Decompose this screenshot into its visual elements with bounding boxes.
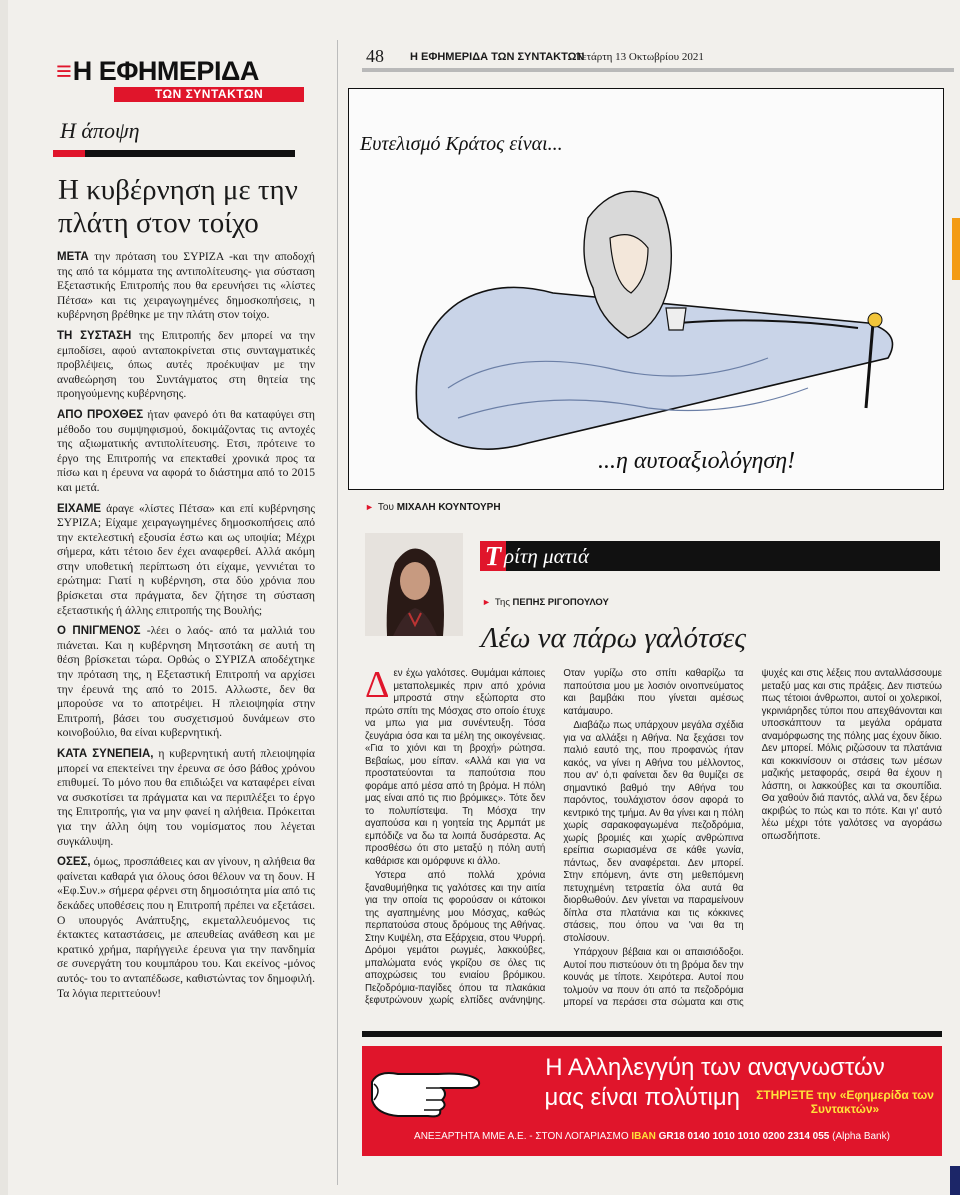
section-rule xyxy=(53,150,295,157)
editorial-paragraph: ΑΠΟ ΠΡΟΧΘΕΣ ήταν φανερό ότι θα καταφύγει στη μέθοδο του συμψηφισμού, δοκιμάζοντας τις αντοχές της αξιωματικής αντιπολίτευσης. Ετσι, πρότεινε το έργο της Επιτροπής να επεκταθεί χρονικά προς τα πίσω και η έρευνα να αφορά το διάστημα από το 2015 και μετά. xyxy=(57,407,315,494)
page-number: 48 xyxy=(366,46,384,66)
newspaper-logo xyxy=(56,56,314,102)
headline-line-2: πλάτη στον τοίχο xyxy=(58,207,259,239)
ad-support-text: ΣΤΗΡΙΞΤΕ την «Εφημερίδα των Συντακτών» xyxy=(756,1088,934,1116)
article-title: Λέω να πάρω γαλότσες xyxy=(481,622,746,654)
cartoon-drawing xyxy=(348,88,944,490)
author-portrait xyxy=(365,533,463,636)
drop-cap: Δ xyxy=(365,664,390,706)
pointing-hand-icon xyxy=(368,1060,484,1120)
editorial-paragraph: ΟΣΕΣ, όμως, προσπάθειες και αν γίνουν, η αλήθεια θα φαίνεται καθαρά για όλους όσοι θέλουν να τη δουν. Η «Εφ.Συν.» σήμερα φέρνει στη δημοσιότητα μία από τις δεκάδες υποθέσεις που η Επιτροπή πρέπει να εξετάσει. Ο υπουργός Ανάπτυξης, εκμεταλλευόμενος τις έκτακτες καταστάσεις, με απευθείας ανάθεση και με κρατικό χρήμα, παρήγγειλε έρευνα για την πανδημία σε συνεργάτη του κουμπάρου του. Και εκείνος -μόνος αυτός- του το ανταπέδωσε, καθιστώντας τον δημοφιλή. Τα λόγια περιττεύουν! xyxy=(57,855,315,1000)
logo-main-text: Η ΕΦΗΜΕΡΙΔΑ xyxy=(72,56,259,86)
article-paragraph: Υστερα από πολλά χρόνια ξαναθυμήθηκα τις γαλότσες και την αιτία για την οποία τις φορούσαν οι κάτοικοι της αγαπημένης μου Μόσχας, καθώς περπατούσα στους δρόμους της Αθήνας. Στην Κυψέλη, στα Εξάρχεια, στου Ψυρρή. Δρόμοι γεμάτοι ρωγμές, λακκούβες, μπαλώματα ενός γκρίζου σε όλες τις αποχρώσεις του ενιαίου βρόμικου. Πεζοδρόμια-παγίδες όπου τα πλακάκια ξεφυτρώνουν χωρίς ελπίδες ανάνηψης. Οταν γυρίζω στο σπίτι καθαρίζω τα παπούτσια μου με λοσιόν οινοπνεύματος και βαμβάκι που γίνεται αμέσως κατάμαυρο. xyxy=(365,668,744,1006)
article-byline: ► Της ΠΕΠΗΣ ΡΙΓΟΠΟΥΛΟΥ xyxy=(482,597,609,608)
header-rule xyxy=(362,68,954,72)
edge-tab-orange xyxy=(952,218,960,280)
ad-headline-2: μας είναι πολύτιμη xyxy=(544,1084,740,1111)
speed-lines-icon: ≡ xyxy=(56,56,69,86)
editorial-column xyxy=(48,40,318,1180)
cartoon xyxy=(348,88,944,490)
editorial-paragraph: Ο ΠΝΙΓΜΕΝΟΣ -λέει ο λαός- από τα μαλλιά του πιάνεται. Και η κυβέρνηση Μητσοτάκη σε αυτή τη θέση βρίσκεται τώρα. Ορθώς ο ΣΥΡΙΖΑ αποδέχτηκε την πρόταση της, η Εξεταστική Επιτροπή να αρχίσει την έρευνά της από το 2015. Αλλωστε, δεν θα μπορούσε να το αποτρέψει. Η πλειοψηφία στην Επιτροπή, βάσει του συσχετισμού δυνάμεων στο κοινοβούλιο, θα είναι κυβερνητική. xyxy=(57,624,315,740)
editorial-paragraph: ΤΗ ΣΥΣΤΑΣΗ της Επιτροπής δεν μπορεί να την εμποδίσει, αφού ανταποκρίνεται στις συνταγματικές προβλέψεις, όπως αυτές προέκυψαν με την αναθεώρηση του Συντάγματος στη θητεία της προηγούμενης κυβέρνησης. xyxy=(57,328,315,401)
logo-sub-text: ΤΩΝ ΣΥΝΤΑΚΤΩΝ xyxy=(114,87,304,102)
article-paragraph: Δεν έχω γαλότσες. Θυμάμαι κάποιες μεταπολεμικές πριν από χρόνια μπροστά στην εξώπορτα στο πρώτο σπίτι της Μόσχας στο οποίο έτυχε να μπω για μια συνέντευξη. Τόσα ζευγάρια όσα και τα μέλη της οικογένειας. «Για το χιόνι και τη βροχή» ρώτησα. Βεβαίως, μου είπαν. «Αλλά και για να προστατεύονται τα παπούτσια που φοράμε από μέσα από τη βρόμα. Η πόλη μας είναι από τις πιο βρόμικες». Τότε δεν το πολυπίστεψα. Τη Μόσχα την αγαπούσα και η γοητεία της Αρμπάτ με εμπόδιζε να δω τα λοιπά δυσάρεστα. Ας προσθέσω ότι στο μεταξύ η πόλη αυτή καθάρισε και ομόρφυνε κι άλλο. xyxy=(365,664,546,867)
solidarity-ad xyxy=(362,1046,942,1156)
header-paper-name: Η ΕΦΗΜΕΡΙΔΑ ΤΩΝ ΣΥΝΤΑΚΤΩΝ xyxy=(410,51,585,63)
ad-bank-details: ΑΝΕΞΑΡΤΗΤΑ ΜΜΕ Α.Ε. - ΣΤΟΝ ΛΟΓΑΡΙΑΣΜΟ IBAN GR18 0140 1010 1010 0200 2314 055 (Alpha Bank) xyxy=(414,1131,890,1142)
column-banner-initial: Τ xyxy=(480,541,506,571)
cup-drawing xyxy=(666,308,686,330)
headline-line-1: Η κυβέρνηση με την xyxy=(58,174,298,206)
cartoon-bottom-caption: ...η αυτοαξιολόγηση! xyxy=(598,448,796,474)
arrow-icon: ► xyxy=(365,502,374,512)
column-divider xyxy=(337,40,338,1185)
article-body xyxy=(365,664,942,1014)
editorial-headline xyxy=(58,174,318,240)
editorial-body xyxy=(57,250,315,1007)
section-label: Η άποψη xyxy=(60,118,140,143)
column-banner-title: ρίτη ματιά xyxy=(504,544,590,568)
cartoon-top-caption: Ευτελισμό Κράτος είναι... xyxy=(360,133,563,155)
editorial-paragraph: ΜΕΤΑ την πρόταση του ΣΥΡΙΖΑ -και την αποδοχή της από τα κόμματα της αντιπολίτευσης- για σύσταση Εξεταστικής Επιτροπής που θα ερευνήσει τις «λίστες Πέτσα» και τις χειραγωγημένες δημοσκοπήσεις, η κυβέρνηση βρέθηκε με την πλάτη στον τοίχο. xyxy=(57,250,315,322)
edge-tab-blue xyxy=(950,1166,960,1195)
column-banner xyxy=(480,541,940,571)
cartoon-credit: ► Του ΜΙΧΑΛΗ ΚΟΥΝΤΟΥΡΗ xyxy=(365,502,501,513)
section-rule-accent xyxy=(53,150,85,157)
ad-top-rule xyxy=(362,1031,942,1037)
editorial-paragraph: ΕΙΧΑΜΕ άραγε «λίστες Πέτσα» και επί κυβέρνησης ΣΥΡΙΖΑ; Είχαμε χειραγωγημένες δημοσκοπήσεις από την εκτελεστική εξουσία έστω και ως υποψία; Μέχρι σήμερα, κάτι τέτοιο δεν έχει αναφερθεί. Αλλά ακόμη στην υποθετική περίπτωση ότι είχαμε, γεννιέται το ερώτημα: Γιατί η κυβέρνηση, στα δύο χρόνια που βρίσκεται στα πράγματα, δεν ζήτησε τη σύσταση εξεταστικής ή άλλης επιτροπής της Βουλής; xyxy=(57,501,316,617)
ad-headline-1: Η Αλληλεγγύη των αναγνωστών xyxy=(545,1054,885,1081)
article-paragraph: Διαβάζω πως υπάρχουν μεγάλα σχέδια για να αλλάξει η Αθήνα. Να ξεχάσει τον παλιό εαυτό της, που προφανώς ήταν κακός, να γίνει η Αθήνα του μέλλοντος, που αν' ό,τι φαίνεται δεν θα θυμίζει σε σημαντικό βαθμό την Αθήνα του παρόντος, τουλάχιστον όσον αφορά το κεντρικό της τμήμα. Αν θα γίνει και η πόλη χωρίς σαρακοφαγωμένα πεζοδρόμια, χωρίς βρομιές και χωρίς ανθρώπινα ερείπια σωριασμένα σε κάθε γωνία, πάντως, δεν αναφέρεται. Δεν μπορεί. Στην επόμενη, άντε στη μεθεπόμενη πετυχημένη τετραετία όλα αυτά θα διορθωθούν. Δεν γίνεται να παραμείνουν δίπλα στα πλατάνια και τις κόκκινες στάσεις, που όπου να 'ναι θα τη στολίσουν. xyxy=(563,720,744,944)
article-paragraph: Υπάρχουν βέβαια και οι απαισιόδοξοι. Αυτοί που πιστεύουν ότι τη βρόμα δεν την κουνάς με τίποτε. Χειρότερα. Αυτοί που τολμούν να πουν ότι από τα πεζοδρόμια μπορεί να περάσει στα σώματα και στις ψυχές και στις λέξεις που ανταλλάσσουμε μεταξύ μας και στις πράξεις. Δεν πιστεύω πως τέτοιοι άνθρωποι, αυτοί οι χολερικοί, γκρινιάρηδες τύποι που απεχθάνονται και υποσκάπτουν τα μεγάλα οράματα αναμόρφωσης της πόλης μας έχουν δίκιο. Δεν μπορεί. Μόλις ριζώσουν τα πλατάνια και κοκκινίσουν οι στάσεις των μέσων μαζικής μεταφοράς, σειρά θα έχουν η λάσπη, οι λακκούβες και τα σκουπίδια. Θα χαθούν διά παντός, αλλά να, δεν ξέρω ακριβώς το πώς και το πότε. Και γι' αυτό λέω μέχρι τότε γαλότσες να αγοράσω οπωσδήποτε. xyxy=(563,668,942,1008)
arrow-icon: ► xyxy=(482,597,491,607)
header-date: Τετάρτη 13 Οκτωβρίου 2021 xyxy=(576,51,704,63)
page-edge-shadow xyxy=(0,0,8,1195)
editorial-paragraph: ΚΑΤΑ ΣΥΝΕΠΕΙΑ, η κυβερνητική αυτή πλειοψηφία μπορεί να επεκτείνει την έρευνα σε όσο βάθος χρόνου επιθυμεί. Το μόνο που θα επιδιώξει να καταφέρει είναι να συσκοτίσει τα πράγματα και να περιπλέξει το έργο της Επιτροπής, για να μην φανεί η αλήθεια. Πρόκειται για την άλλη όψη του νομίσματος που λέγεται συγκάλυψη. xyxy=(57,747,316,848)
